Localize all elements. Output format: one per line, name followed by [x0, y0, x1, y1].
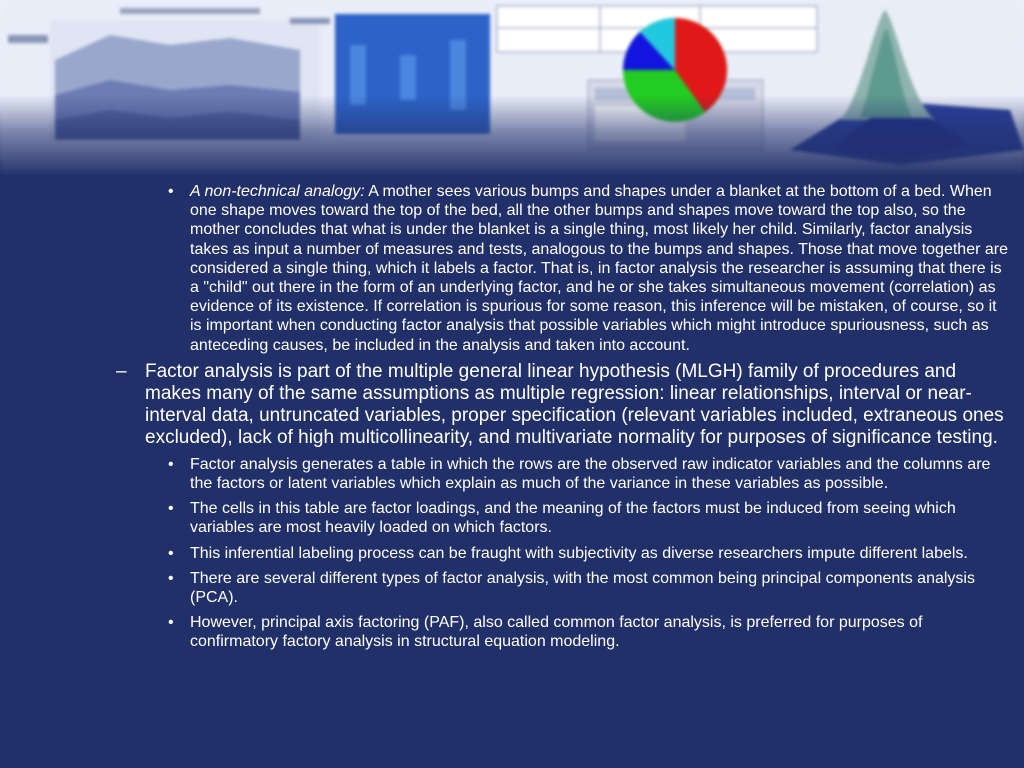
sub-point-bullet — [0, 613, 1024, 651]
bullet-marker: • — [168, 500, 174, 518]
bullet-marker: • — [168, 183, 174, 200]
main-point-text: Factor analysis is part of the multiple general linear hypothesis (MLGH) family of procedures and makes many of the same assumptions as multiple regression: linear relationships, interval or near-interval data, untruncated variables, proper specification (relevant variables included, extraneous ones excluded), lack of high multicollinearity, and multivariate normality for purposes of significance testing. — [145, 360, 1004, 448]
main-point-bullet — [0, 361, 1024, 449]
banner-fade — [0, 95, 1024, 175]
analogy-lead: A non-technical analogy: — [190, 183, 365, 200]
sub-point-bullet — [0, 499, 1024, 537]
sub-point-text: This inferential labeling process can be fraught with subjectivity as diverse researchers impute different labels. — [190, 544, 968, 562]
sub-point-bullet — [0, 569, 1024, 607]
sub-point-text: However, principal axis factoring (PAF), also called common factor analysis, is preferred for purposes of confirmatory factory analysis in structural equation modeling. — [190, 614, 923, 651]
slide-body — [0, 182, 1024, 658]
header-banner — [0, 0, 1024, 175]
sub-point-text: There are several different types of factor analysis, with the most common being principal components analysis (PCA). — [190, 569, 975, 607]
bullet-marker: • — [168, 544, 174, 562]
analogy-text: A mother sees various bumps and shapes under a blanket at the bottom of a bed. When one shape moves toward the top of the bed, all the other bumps and shapes move toward the top also, so the mother concludes that what is under the blanket is a single thing, most likely her child. Similarly, factor analysis takes as input a number of measures and tests, analogous to the bumps and shapes. Those that move together are considered a single thing, which it labels a factor. That is, in factor analysis the researcher is assuming that there is a "child" out there in the form of an underlying factor, and he or she takes simultaneous movement (correlation) as evidence of its existence. If correlation is spurious for some reason, this inference will be mistaken, of course, so it is important when conducting factor analysis that possible variables which might introduce spuriousness, such as anteceding causes, be included in the analysis and taken into account. — [190, 183, 1008, 354]
bullet-marker: • — [168, 455, 174, 473]
sub-point-text: Factor analysis generates a table in which the rows are the observed raw indicator variables and the columns are the factors or latent variables which explain as much of the variance in these variables as possible. — [190, 455, 991, 493]
sub-point-bullet — [0, 455, 1024, 493]
sub-point-bullet — [0, 544, 1024, 563]
dash-marker: – — [116, 360, 127, 382]
sub-point-text: The cells in this table are factor loadings, and the meaning of the factors must be induced from seeing which variables are most heavily loaded on which factors. — [190, 500, 956, 537]
bullet-marker: • — [168, 614, 174, 632]
analogy-bullet — [0, 182, 1024, 355]
bullet-marker: • — [168, 569, 174, 587]
